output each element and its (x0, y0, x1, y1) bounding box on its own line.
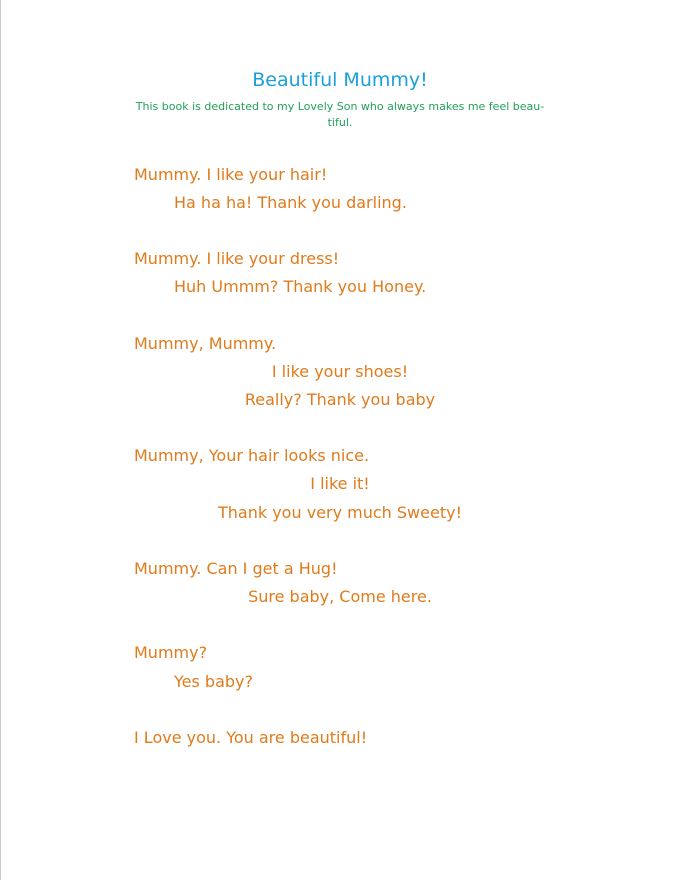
story-line-1: Mummy. I like your hair! (134, 165, 328, 184)
story-line-4: Huh Ummm? Thank you Honey. (174, 277, 427, 296)
story-line-11: Mummy. Can I get a Hug! (134, 559, 338, 578)
story-line-5: Mummy, Mummy. (134, 334, 277, 353)
story-line-10: Thank you very much Sweety! (218, 503, 462, 522)
story-line-12: Sure baby, Come here. (248, 587, 432, 606)
page-edge (0, 0, 1, 880)
story-line-6: I like your shoes! (271, 362, 409, 381)
story-line-15: I Love you. You are beautiful! (134, 728, 368, 747)
story-line-14: Yes baby? (174, 672, 253, 691)
story-line-2: Ha ha ha! Thank you darling. (174, 193, 407, 212)
story-line-3: Mummy. I like your dress! (134, 249, 340, 268)
dedication (130, 99, 550, 131)
dedication-line-1: This book is dedicated to my Lovely Son who always makes me feel beau- (135, 100, 545, 113)
story-line-8: Mummy, Your hair looks nice. (134, 446, 370, 465)
story-line-7: Really? Thank you baby (244, 390, 436, 409)
story-line-13: Mummy? (134, 643, 208, 662)
story-line-9: I like it! (310, 474, 370, 493)
dedication-line-2: tiful. (327, 116, 353, 129)
page-title: Beautiful Mummy! (252, 69, 428, 91)
